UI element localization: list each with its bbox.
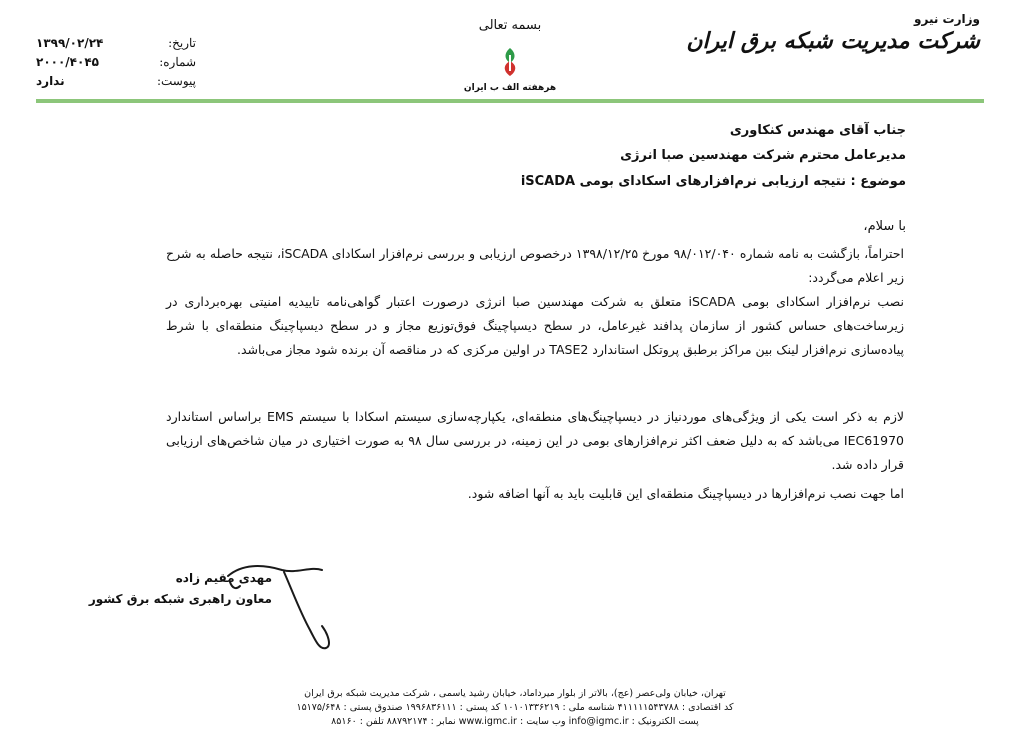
recipient-block xyxy=(620,118,906,168)
footer-contact: پست الکترونیک : info@igmc.ir وب سایت : www.igmc.ir نمابر : ۸۸۷۹۲۱۷۴ تلفن : ۸۵۱۶۰ xyxy=(331,716,699,727)
number-row xyxy=(36,53,196,72)
signatory-title: معاون راهبری شبکه برق کشور xyxy=(88,592,272,606)
number-label: شماره: xyxy=(159,55,196,69)
number-value: ۲۰۰۰/۴۰۴۵ xyxy=(36,55,99,69)
signatory-name: مهدی مقیم زاده xyxy=(175,571,272,585)
body-paragraph: اما جهت نصب نرم‌افزارها در دیسپاچینگ منطقه‌ای این قابلیت باید به آنها اضافه شود. xyxy=(467,486,904,501)
attachment-label: پیوست: xyxy=(156,74,196,88)
body-paragraph: نصب نرم‌افزار اسکادای بومی iSCADA متعلق به شرکت مهندسین صبا انرژی درصورت اعتبار گواهی‌نامه تاییدیه امنیتی بهره‌برداری در زیرساخت‌های حساس کشور از سازمان پدافند غیرعامل، در سطح دیسپاچینگ فوق‌توزیع مجاز و در سطح دیسپاچینگ منطقه‌ای با شرط پیاده‌سازی نرم‌افزار لینک بین مراکز برطبق پروتکل استاندارد TASE2 در اولین مرکزی که در مناقصه آن برنده شود مجاز می‌باشد. xyxy=(166,294,904,357)
attachment-row xyxy=(36,72,196,91)
ministry-name: وزارت نیرو xyxy=(914,12,980,26)
body-paragraph: لازم به ذکر است یکی از ویژگی‌های موردنیاز در دیسپاچینگ‌های منطقه‌ای، یکپارچه‌سازی سیستم اسکادا با سیستم EMS براساس استاندارد IEC61970 می‌باشد که به دلیل ضعف اکثر نرم‌افزارهای بومی در این زمینه، در بررسی سال ۹۸ به صورت اختیاری در میان شاخص‌های ارزیابی قرار داده شد. xyxy=(166,409,904,472)
greeting: با سلام، xyxy=(863,219,906,234)
date-value: ۱۳۹۹/۰۲/۲۴ xyxy=(36,36,104,50)
attachment-value: ندارد xyxy=(36,74,65,88)
letter-subject: موضوع : نتیجه ارزیابی نرم‌افزارهای اسکادای بومی iSCADA xyxy=(520,174,906,189)
basmala: بسمه تعالی xyxy=(478,18,542,33)
recipient-title: مدیرعامل محترم شرکت مهندسین صبا انرژی xyxy=(620,148,906,163)
letterhead-right xyxy=(686,12,980,54)
recipient-name: جناب آقای مهندس کنکاوری xyxy=(729,123,906,138)
date-label: تاریخ: xyxy=(168,36,196,50)
body-paragraph: احتراماً، بازگشت به نامه شماره ۹۸/۰۱۲/۰۴۰ مورخ ۱۳۹۸/۱۲/۲۵ درخصوص ارزیابی و بررسی نرم‌افزار اسکادای iSCADA، نتیجه حاصله به شرح زیر اعلام می‌گردد: xyxy=(166,246,904,285)
company-name-logo: شرکت مدیریت شبکه برق ایران xyxy=(686,28,980,54)
footer-ids: کد اقتصادی : ۴۱۱۱۱۱۵۴۳۷۸۸ شناسه ملی : ۱۰۱۰۱۳۳۶۲۱۹ کد پستی : ۱۹۹۶۸۳۶۱۱۱ صندوق پستی : ۱۵۱۷۵/۶۴۸ xyxy=(296,702,734,713)
iran-flag-emblem-icon xyxy=(498,47,522,77)
letterhead-center xyxy=(445,18,575,93)
motto: هرهفته الف ب ایران xyxy=(463,83,557,93)
letter-meta xyxy=(36,34,196,91)
header-divider xyxy=(36,99,984,103)
footer-address: تهران، خیابان ولی‌عصر (عج)، بالاتر از بلوار میرداماد، خیابان رشید یاسمی ، شرکت مدیریت شبکه برق ایران xyxy=(304,688,726,699)
date-row xyxy=(36,34,196,53)
